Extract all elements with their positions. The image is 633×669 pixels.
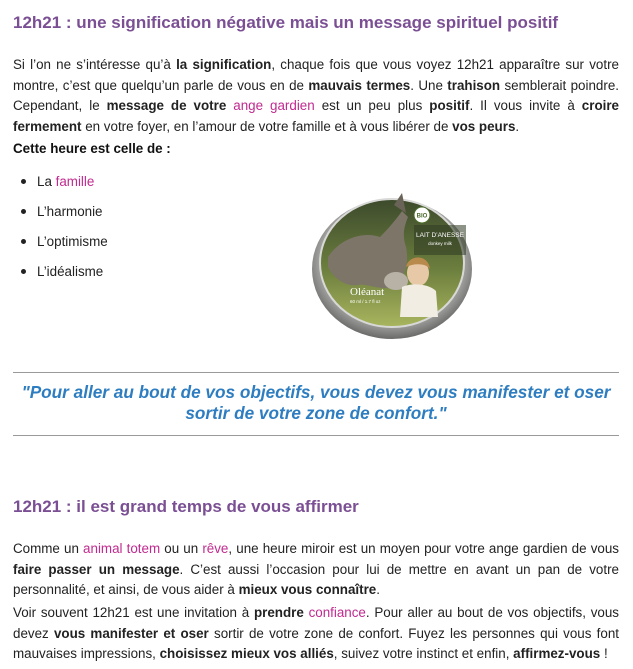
text-run: , suivez votre instinct et enfin,: [333, 646, 514, 661]
quote-block: [13, 372, 619, 436]
inline-link[interactable]: rêve: [202, 541, 229, 556]
text-run: ou un: [160, 541, 203, 556]
inline-link[interactable]: confiance: [308, 605, 366, 620]
product-tin-image[interactable]: [310, 187, 474, 341]
bio-badge-label: BIO: [416, 213, 428, 220]
inline-link[interactable]: ange gardien: [233, 98, 315, 113]
inline-link[interactable]: famille: [55, 174, 95, 189]
list-item: [13, 172, 108, 202]
text-run: L’harmonie: [37, 204, 103, 219]
bold-text: vos peurs: [452, 118, 516, 134]
section-heading: 12h21 : il est grand temps de vous affirmer: [13, 497, 359, 516]
text-run: Voir souvent 12h21 est une invitation à: [13, 605, 254, 620]
bold-text: mieux vous connaître: [238, 582, 377, 597]
bold-text: croire fermement: [13, 98, 619, 134]
list-intro: Cette heure est celle de :: [13, 141, 171, 156]
text-run: .: [376, 582, 380, 597]
product-subtitle: donkey milk: [428, 241, 452, 246]
body-paragraph: [13, 539, 619, 601]
bold-text: message de votre: [106, 98, 227, 113]
bold-text: choisissez mieux vos alliés: [159, 646, 334, 661]
bold-text: trahison: [447, 77, 501, 93]
bold-text: prendre: [253, 605, 304, 620]
bold-text: mauvais termes: [308, 77, 411, 93]
bold-text: faire passer un message: [13, 561, 180, 577]
text-run: . Pour aller au bout de vos objectifs, vous devez: [13, 605, 619, 641]
product-title: LAIT D’ANESSE: [416, 232, 464, 239]
text-run: , chaque fois que vous voyez 12h21 apparaître sur votre montre, c’est que quelqu’un parle de vous en de: [13, 57, 620, 93]
product-brand: Oléanat: [350, 286, 385, 298]
bold-text: affirmez-vous: [513, 646, 601, 661]
text-run: . Une: [410, 77, 448, 93]
text-run: Si l’on ne s’intéresse qu’à: [13, 57, 177, 72]
text-run: . C’est aussi l’occasion pour lui de mettre en avant un pan de votre personnalité, et ainsi, de vous aider à: [13, 561, 619, 597]
bold-text: vous manifester et oser: [53, 625, 209, 641]
text-run: semblerait poindre. Cependant, le: [13, 77, 619, 113]
text-run: L’optimisme: [37, 234, 108, 249]
text-run: .: [515, 118, 520, 134]
list-item: [13, 202, 108, 232]
text-run: . Il vous invite à: [469, 98, 582, 113]
text-run: en votre foyer, en l’amour de votre famille et à vous libérer de: [81, 118, 453, 134]
text-run: Comme un: [13, 541, 84, 556]
text-run: La: [37, 174, 56, 189]
text-run: sortir de votre zone de confort. Fuyez les personnes qui vous font mauvaises impressions,: [13, 625, 619, 661]
bold-text: la signification: [176, 57, 272, 72]
list-item: [13, 262, 108, 292]
text-run: !: [600, 646, 608, 661]
bold-text: positif: [429, 98, 470, 113]
bullet-list: [13, 172, 108, 292]
quote-text: "Pour aller au bout de vos objectifs, vous devez vous manifester et oser sortir de votre zone de confort.": [21, 382, 611, 423]
intro-paragraph: [13, 55, 619, 137]
text-run: L’idéalisme: [37, 264, 104, 279]
list-item: [13, 232, 108, 262]
product-volume: 60 ml / 1.7 fl oz: [350, 299, 381, 304]
inline-link[interactable]: animal totem: [83, 541, 161, 556]
text-run: est un peu plus: [314, 98, 430, 113]
body-paragraph: [13, 603, 619, 665]
text-run: , une heure miroir est un moyen pour votre ange gardien de vous: [228, 541, 619, 556]
section-heading: 12h21 : une signification négative mais un message spirituel positif: [13, 13, 559, 32]
